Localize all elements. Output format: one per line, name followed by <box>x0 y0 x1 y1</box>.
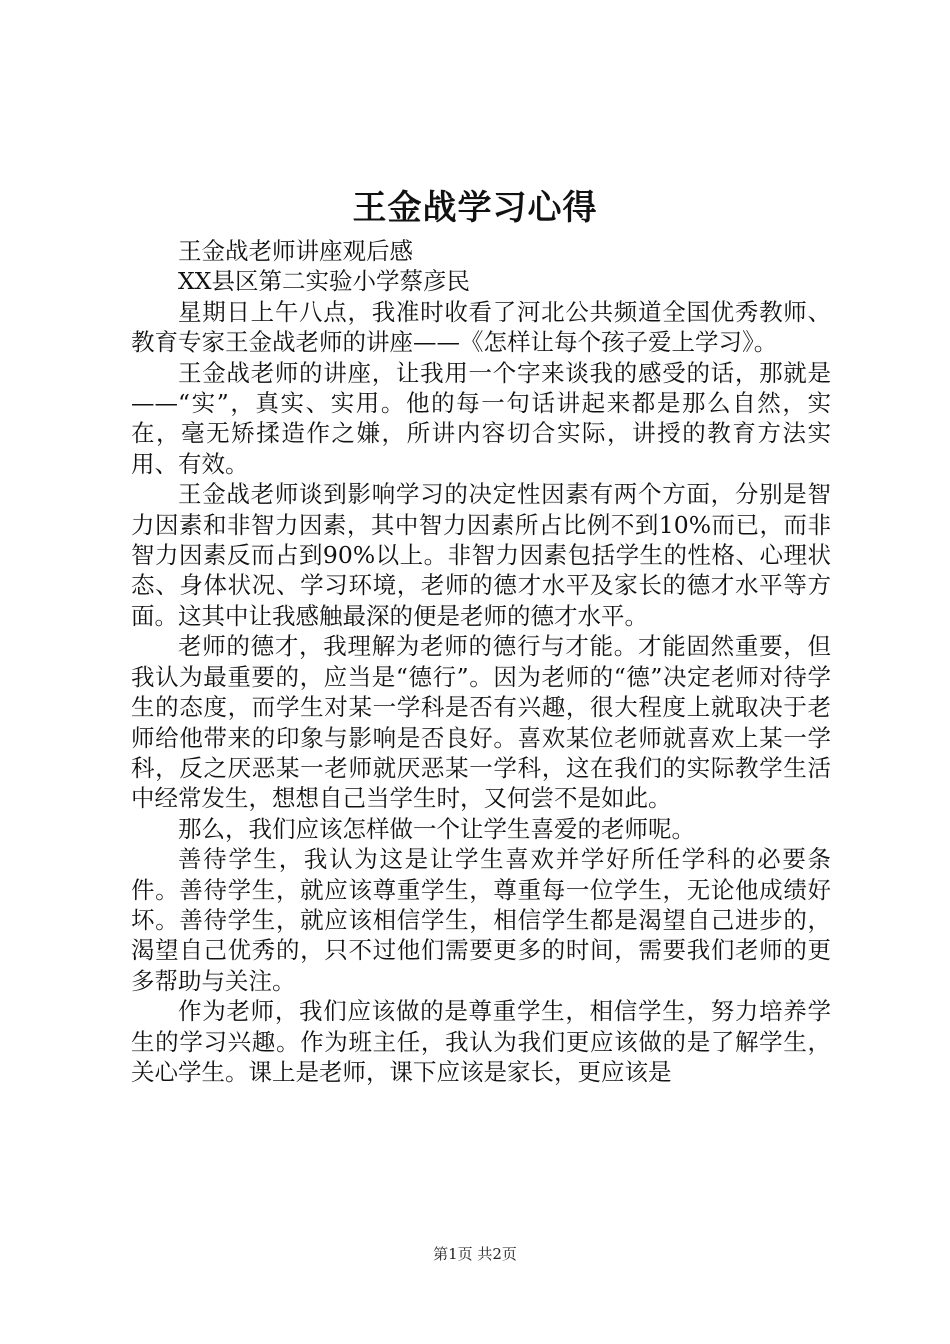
paragraph: 老师的德才，我理解为老师的德行与才能。才能固然重要，但我认为最重要的，应当是“德行”。因为老师的“德”决定老师对待学生的态度，而学生对某一学科是否有兴趣，很大程度上就取决于老师给他带来的印象与影响是否良好。喜欢某位老师就喜欢上某一学科，反之厌恶某一老师就厌恶某一学科，这在我们的实际教学生活中经常发生，想想自己当学生时，又何尝不是如此。 <box>131 632 831 813</box>
document-body <box>131 236 831 1087</box>
paragraph-author: XX县区第二实验小学蔡彦民 <box>178 267 470 296</box>
paragraph: 王金战老师谈到影响学习的决定性因素有两个方面，分别是智力因素和非智力因素，其中智力因素所占比例不到10%而已，而非智力因素反而占到90%以上。非智力因素包括学生的性格、心理状态、身体状况、学习环境，老师的德才水平及家长的德才水平等方面。这其中让我感触最深的便是老师的德才水平。 <box>131 480 831 630</box>
paragraph: 王金战老师的讲座，让我用一个字来谈我的感受的话，那就是——“实”，真实、实用。他的每一句话讲起来都是那么自然，实在，毫无矫揉造作之嫌，所讲内容切合实际，讲授的教育方法实用、有效。 <box>131 358 831 478</box>
page-number-footer: 第1页 共2页 <box>433 1245 517 1263</box>
document-title: 王金战学习心得 <box>352 188 598 228</box>
paragraph: 星期日上午八点，我准时收看了河北公共频道全国优秀教师、教育专家王金战老师的讲座——《怎样让每个孩子爱上学习》。 <box>131 297 831 357</box>
paragraph: 善待学生，我认为这是让学生喜欢并学好所任学科的必要条件。善待学生，就应该尊重学生，尊重每一位学生，无论他成绩好坏。善待学生，就应该相信学生，相信学生都是渴望自己进步的，渴望自己优秀的，只不过他们需要更多的时间，需要我们老师的更多帮助与关注。 <box>131 845 831 995</box>
paragraph-subtitle: 王金战老师讲座观后感 <box>178 237 413 265</box>
paragraph: 那么，我们应该怎样做一个让学生喜爱的老师呢。 <box>178 814 695 843</box>
paragraph: 作为老师，我们应该做的是尊重学生，相信学生，努力培养学生的学习兴趣。作为班主任，我认为我们更应该做的是了解学生，关心学生。课上是老师，课下应该是家长，更应该是 <box>131 997 831 1086</box>
